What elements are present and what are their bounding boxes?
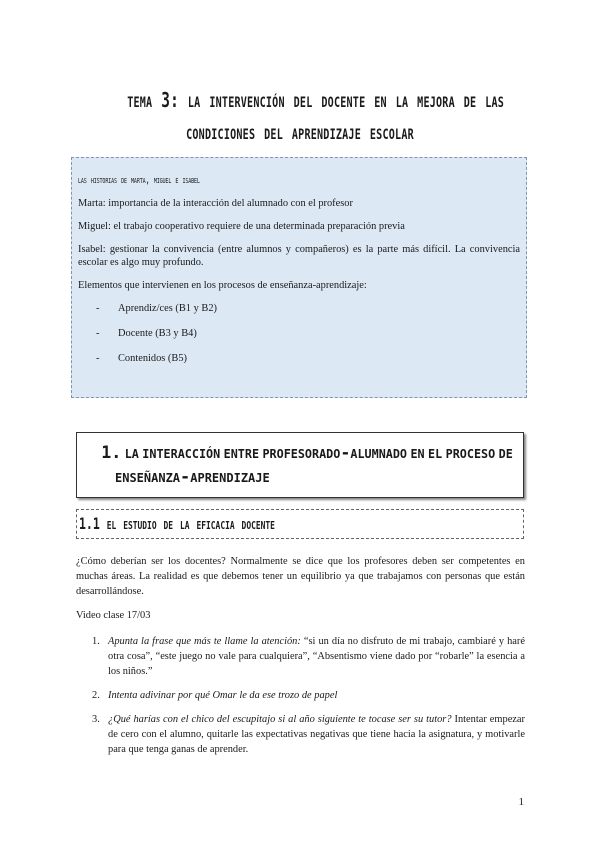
dash-bullet: - [96, 353, 100, 364]
title-line-1: tema 3: la intervención del docente en la mejora de las [127, 88, 505, 112]
section-heading-box [76, 432, 524, 498]
marta-line: Marta: importancia de la interacción del alumnado con el profesor [78, 198, 353, 209]
box-heading: las historias de marta, miguel e isabel [78, 175, 200, 186]
question-text [108, 688, 525, 703]
question-text [108, 712, 525, 757]
section-title [97, 441, 517, 489]
list-item [96, 327, 520, 340]
document-title [127, 84, 505, 148]
dash-bullet: - [96, 328, 100, 339]
question-number: 2. [92, 690, 100, 701]
questions-list [92, 634, 525, 766]
question-answer: “si un día no disfruto de mi trabajo, cambiaré y haré otra cosa”, “este juego no vale para cualquiera”, “Absentismo viene dado por “robarle” la esencia a los niños.” [108, 636, 525, 677]
video-label: Video clase 17/03 [76, 610, 151, 621]
list-item-text: Aprendiz/ces (B1 y B2) [118, 303, 217, 314]
elements-list [78, 302, 520, 365]
question-number: 3. [92, 714, 100, 725]
section-word: proceso [445, 443, 496, 463]
section-title-line-2: enseñanza-aprendizaje [115, 467, 270, 487]
subsection-title: 1.1 el estudio de la eficacia docente [79, 514, 275, 533]
section-number: 1. [101, 443, 122, 463]
section-word: profesorado-alumnado [262, 443, 408, 463]
dash-bullet: - [96, 303, 100, 314]
question-prompt: ¿Qué harías con el chico del escupitajo si al año siguiente te tocase ser su tutor? [108, 714, 452, 725]
section-word: de [498, 443, 513, 463]
stories-box [71, 157, 527, 398]
section-title-line-1 [101, 441, 513, 465]
question-item [92, 688, 525, 703]
list-item-text: Docente (B3 y B4) [118, 328, 197, 339]
question-prompt: Apunta la frase que más te llame la atención: [108, 636, 301, 647]
section-word: el [428, 443, 443, 463]
section-word: entre [223, 443, 260, 463]
section-word: interacción [142, 443, 221, 463]
question-answer: Intentar empezar de cero con el alumno, quitarle las expectativas negativas que tiene hacia la asignatura, y motivarle para que tenga ganas de aprender. [108, 714, 525, 755]
list-item [96, 352, 520, 365]
intro-paragraph: ¿Cómo deberían ser los docentes? Normalmente se dice que los profesores deben ser competentes en muchas áreas. La realidad es que debemos tener un equilibrio ya que trabajamos con personas que están desarrollándose. [76, 556, 525, 597]
section-word: en [410, 443, 425, 463]
question-number: 1. [92, 636, 100, 647]
question-prompt: Intenta adivinar por qué Omar le da ese trozo de papel [108, 690, 338, 701]
question-item [92, 712, 525, 757]
page-number: 1 [518, 796, 524, 808]
question-text [108, 634, 525, 679]
miguel-line: Miguel: el trabajo cooperativo requiere de una determinada preparación previa [78, 221, 405, 232]
question-item [92, 634, 525, 679]
isabel-line: Isabel: gestionar la convivencia (entre alumnos y compañeros) es la parte más difícil. La convivencia escolar es algo muy profundo. [78, 244, 520, 268]
subsection-heading-box [76, 509, 524, 539]
title-line-2: condiciones del aprendizaje escolar [186, 120, 414, 144]
list-item-text: Contenidos (B5) [118, 353, 187, 364]
elements-intro: Elementos que intervienen en los procesos de enseñanza-aprendizaje: [78, 280, 367, 291]
list-item [96, 302, 520, 315]
section-word: la [124, 443, 139, 463]
